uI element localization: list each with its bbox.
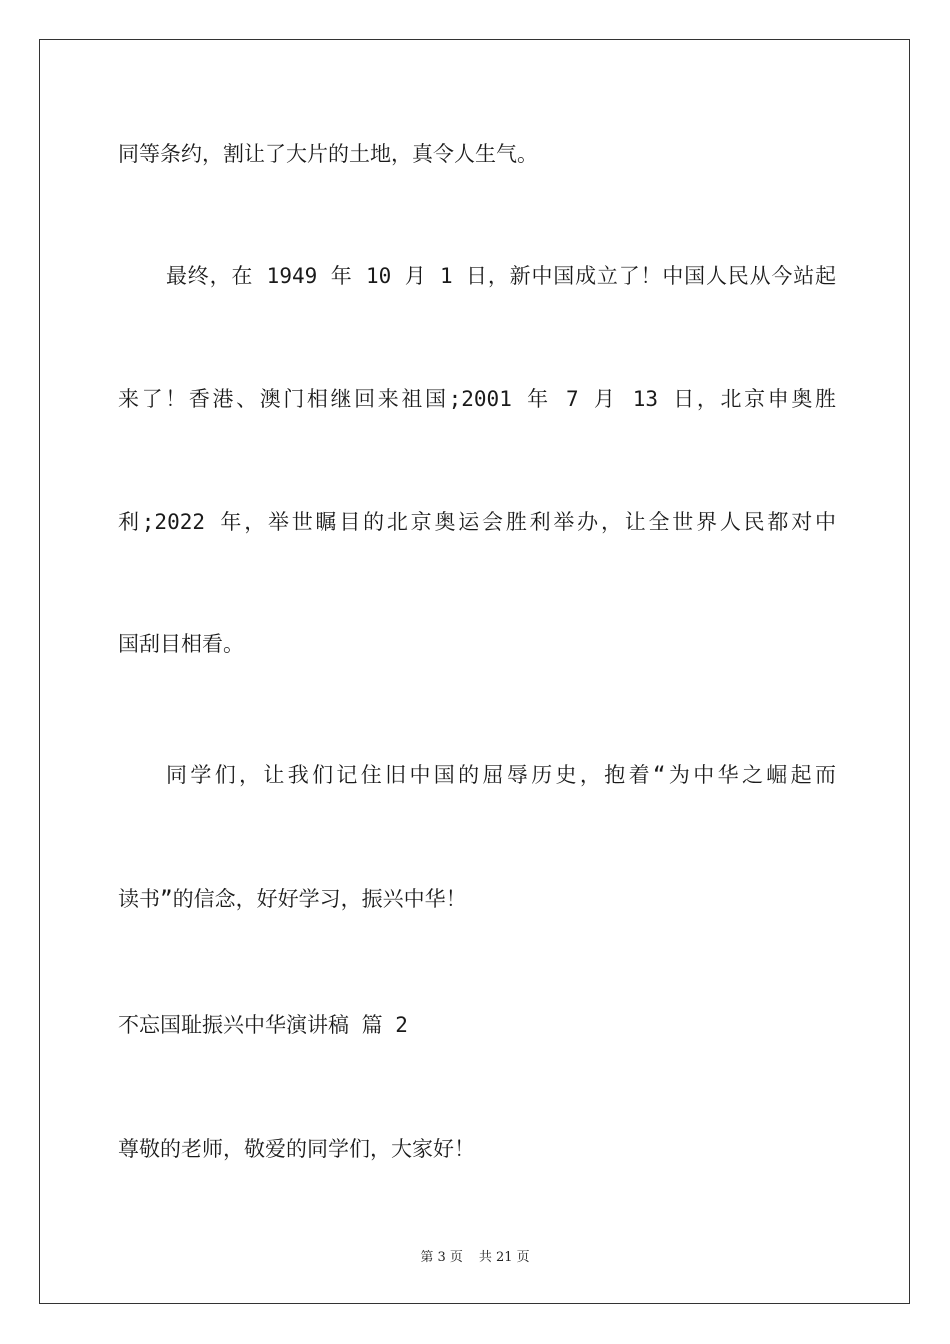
page-border bbox=[39, 39, 910, 1304]
total-pages: 共 21 页 bbox=[478, 1250, 530, 1265]
section-heading: 不忘国耻振兴中华演讲稿 篇 2 bbox=[118, 1013, 408, 1037]
paragraph-line-4: 利;2022 年，举世瞩目的北京奥运会胜利举办，让全世界人民都对中 bbox=[118, 510, 836, 534]
page-number: 第 3 页 bbox=[420, 1250, 463, 1265]
page-footer bbox=[0, 1249, 950, 1267]
paragraph-line-6: 同学们，让我们记住旧中国的屈辱历史，抱着“为中华之崛起而 bbox=[166, 763, 836, 787]
paragraph-line-2: 最终，在 1949 年 10 月 1 日，新中国成立了！中国人民从今站起 bbox=[166, 264, 836, 288]
greeting-line: 尊敬的老师，敬爱的同学们，大家好！ bbox=[118, 1137, 475, 1161]
paragraph-line-7: 读书”的信念，好好学习，振兴中华！ bbox=[118, 887, 467, 911]
paragraph-line-5: 国刮目相看。 bbox=[118, 632, 244, 656]
paragraph-line-3: 来了！香港、澳门相继回来祖国;2001 年 7 月 13 日，北京申奥胜 bbox=[118, 387, 836, 411]
paragraph-line-1: 同等条约，割让了大片的土地，真令人生气。 bbox=[118, 142, 538, 166]
